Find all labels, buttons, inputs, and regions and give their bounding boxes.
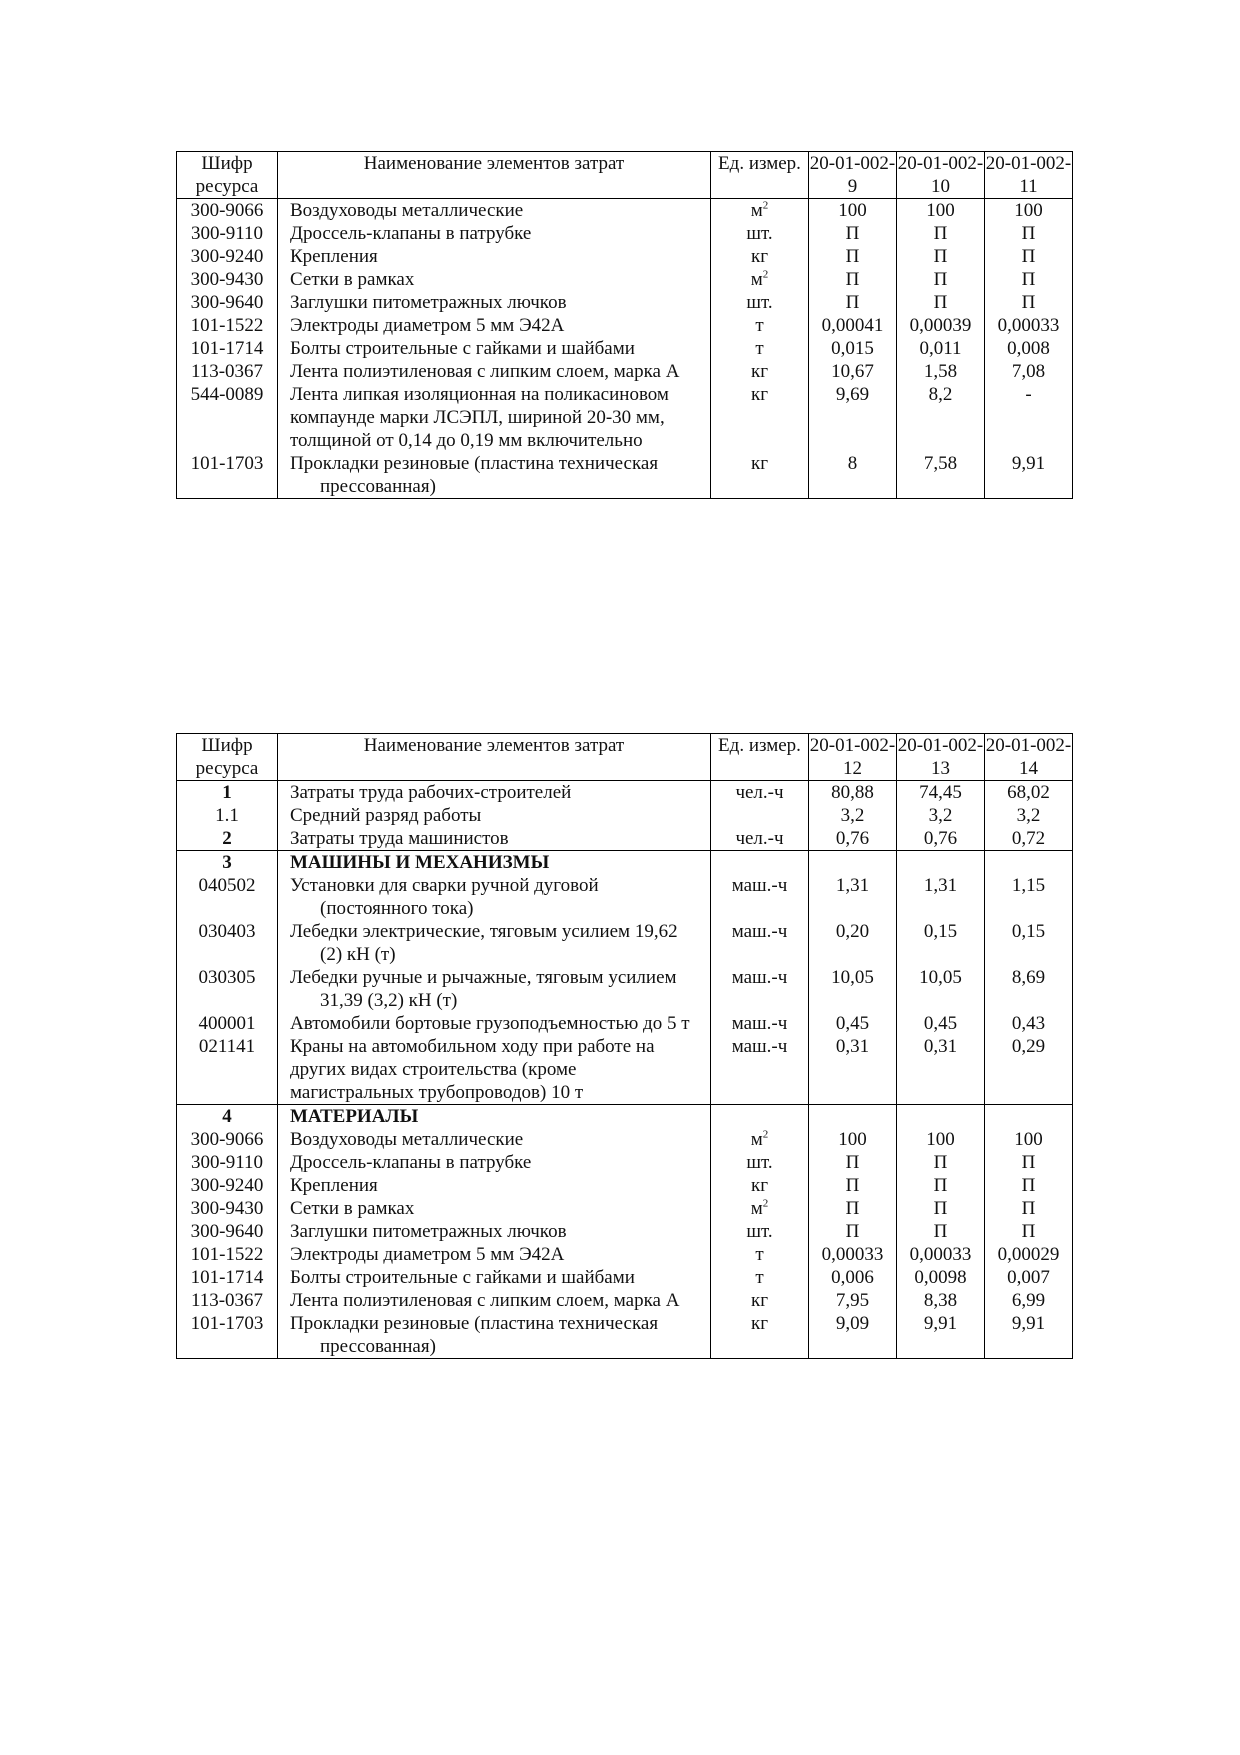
norm-value: 8,2 bbox=[897, 383, 985, 452]
norm-value: 1,31 bbox=[809, 874, 897, 920]
table-body bbox=[177, 781, 1073, 1359]
table-row bbox=[177, 1012, 1073, 1035]
norm-value: П bbox=[985, 268, 1073, 291]
unit-text: кг bbox=[750, 1175, 769, 1196]
cost-element-name: Крепления bbox=[278, 1174, 711, 1197]
resource-code: 544-0089 bbox=[177, 383, 278, 452]
unit-superscript: 2 bbox=[762, 1128, 769, 1141]
resource-code: 2 bbox=[177, 827, 278, 851]
norm-value: П bbox=[809, 1151, 897, 1174]
unit-of-measure bbox=[711, 1035, 809, 1105]
unit-of-measure bbox=[711, 1266, 809, 1289]
norm-value: 0,76 bbox=[809, 827, 897, 851]
unit-text: маш.-ч bbox=[731, 1013, 788, 1034]
norm-value: 0,45 bbox=[809, 1012, 897, 1035]
norm-value: 0,00033 bbox=[809, 1243, 897, 1266]
header-col: 20-01-002-12 bbox=[809, 735, 896, 779]
table-row bbox=[177, 383, 1073, 452]
cost-element-name: Сетки в рамках bbox=[278, 1197, 711, 1220]
norm-value: 0,72 bbox=[985, 827, 1073, 851]
norm-value: П bbox=[897, 1174, 985, 1197]
resource-code: 101-1522 bbox=[177, 314, 278, 337]
norm-value bbox=[985, 1105, 1073, 1129]
table-row bbox=[177, 966, 1073, 1012]
resource-code: 300-9066 bbox=[177, 199, 278, 223]
header-unit: Ед. измер. bbox=[711, 734, 809, 781]
table-row bbox=[177, 1289, 1073, 1312]
norm-value: П bbox=[897, 1197, 985, 1220]
unit-text: м bbox=[750, 1198, 763, 1219]
norm-value: 0,007 bbox=[985, 1266, 1073, 1289]
norm-value: П bbox=[809, 1174, 897, 1197]
norm-value: 6,99 bbox=[985, 1289, 1073, 1312]
norm-value: 0,011 bbox=[897, 337, 985, 360]
norm-value: 10,05 bbox=[809, 966, 897, 1012]
norm-value: 0,15 bbox=[897, 920, 985, 966]
norm-value: П bbox=[809, 1197, 897, 1220]
norm-value: 0,20 bbox=[809, 920, 897, 966]
table-row bbox=[177, 1197, 1073, 1220]
resource-code: 101-1703 bbox=[177, 452, 278, 499]
norm-value: 0,31 bbox=[809, 1035, 897, 1105]
table-row bbox=[177, 1128, 1073, 1151]
unit-text: чел.-ч bbox=[735, 828, 784, 849]
norm-value: 100 bbox=[809, 199, 897, 223]
unit-text: кг bbox=[750, 1313, 769, 1334]
norm-value: 0,00029 bbox=[985, 1243, 1073, 1266]
unit-of-measure bbox=[711, 314, 809, 337]
resource-code: 300-9110 bbox=[177, 1151, 278, 1174]
norm-value: П bbox=[985, 291, 1073, 314]
unit-of-measure bbox=[711, 268, 809, 291]
header-col: 20-01-002-13 bbox=[897, 735, 984, 779]
norm-value: П bbox=[897, 1151, 985, 1174]
table-row bbox=[177, 1174, 1073, 1197]
resource-table-2 bbox=[176, 733, 1073, 1359]
unit-of-measure bbox=[711, 874, 809, 920]
norm-value: П bbox=[897, 245, 985, 268]
norm-value: 0,00041 bbox=[809, 314, 897, 337]
unit-of-measure bbox=[711, 1220, 809, 1243]
resource-code: 030305 bbox=[177, 966, 278, 1012]
unit-of-measure bbox=[711, 383, 809, 452]
table-header-row bbox=[177, 152, 1073, 199]
norm-value: 9,09 bbox=[809, 1312, 897, 1359]
unit-of-measure bbox=[711, 827, 809, 851]
unit-of-measure bbox=[711, 222, 809, 245]
unit-of-measure bbox=[711, 1197, 809, 1220]
norm-value bbox=[809, 851, 897, 875]
cost-element-name: Заглушки питометражных лючков bbox=[278, 291, 711, 314]
resource-code: 101-1703 bbox=[177, 1312, 278, 1359]
unit-of-measure bbox=[711, 804, 809, 827]
cost-element-name: Болты строительные с гайками и шайбами bbox=[278, 337, 711, 360]
table-row bbox=[177, 1312, 1073, 1359]
section-row bbox=[177, 851, 1073, 875]
cost-element-name: Прокладки резиновые (пластина техническая прессованная) bbox=[278, 1312, 711, 1359]
cost-element-name: Сетки в рамках bbox=[278, 268, 711, 291]
table-row bbox=[177, 452, 1073, 499]
norm-value: 7,58 bbox=[897, 452, 985, 499]
unit-of-measure bbox=[711, 1289, 809, 1312]
norm-value: 100 bbox=[809, 1128, 897, 1151]
unit-of-measure bbox=[711, 199, 809, 223]
section-row bbox=[177, 1105, 1073, 1129]
unit-text: шт. bbox=[746, 1152, 773, 1173]
cost-element-name: Болты строительные с гайками и шайбами bbox=[278, 1266, 711, 1289]
norm-value: 80,88 bbox=[809, 781, 897, 805]
norm-value: 74,45 bbox=[897, 781, 985, 805]
norm-value: 100 bbox=[985, 1128, 1073, 1151]
norm-value: 1,31 bbox=[897, 874, 985, 920]
resource-code: 030403 bbox=[177, 920, 278, 966]
table-row bbox=[177, 781, 1073, 805]
header-col: 20-01-002-11 bbox=[985, 153, 1072, 197]
table-row bbox=[177, 222, 1073, 245]
unit-text: т bbox=[755, 315, 764, 336]
norm-value bbox=[897, 1105, 985, 1129]
table-row bbox=[177, 1266, 1073, 1289]
norm-value: 3,2 bbox=[897, 804, 985, 827]
cost-element-name: Автомобили бортовые грузоподъемностью до 5 т bbox=[278, 1012, 711, 1035]
norm-value: П bbox=[985, 1220, 1073, 1243]
cost-element-name: Дроссель-клапаны в патрубке bbox=[278, 1151, 711, 1174]
cost-element-name: Лента липкая изоляционная на поликасиновом компаунде марки ЛСЭПЛ, шириной 20-30 мм, толщиной от 0,14 до 0,19 мм включительно bbox=[278, 383, 711, 452]
resource-code: 300-9430 bbox=[177, 1197, 278, 1220]
resource-code: 300-9640 bbox=[177, 291, 278, 314]
table-row bbox=[177, 1151, 1073, 1174]
unit-text: чел.-ч bbox=[735, 782, 784, 803]
cost-element-name: Прокладки резиновые (пластина техническая прессованная) bbox=[278, 452, 711, 499]
norm-value: 10,67 bbox=[809, 360, 897, 383]
norm-value: П bbox=[809, 1220, 897, 1243]
norm-value: 1,58 bbox=[897, 360, 985, 383]
unit-text: т bbox=[755, 1267, 764, 1288]
unit-text: маш.-ч bbox=[731, 1036, 788, 1057]
cost-element-name: Установки для сварки ручной дуговой (постоянного тока) bbox=[278, 874, 711, 920]
unit-superscript: 2 bbox=[762, 268, 769, 281]
norm-value: 100 bbox=[897, 199, 985, 223]
norm-value: 0,29 bbox=[985, 1035, 1073, 1105]
table-body bbox=[177, 199, 1073, 499]
resource-code: 021141 bbox=[177, 1035, 278, 1105]
resource-code: 040502 bbox=[177, 874, 278, 920]
unit-text: шт. bbox=[746, 1221, 773, 1242]
unit-text: м bbox=[750, 1129, 763, 1150]
unit-of-measure bbox=[711, 1174, 809, 1197]
norm-value: П bbox=[809, 245, 897, 268]
resource-code: 300-9066 bbox=[177, 1128, 278, 1151]
norm-value: 10,05 bbox=[897, 966, 985, 1012]
norm-value: 0,015 bbox=[809, 337, 897, 360]
norm-value: 0,00033 bbox=[985, 314, 1073, 337]
norm-value: П bbox=[985, 222, 1073, 245]
norm-value: П bbox=[809, 268, 897, 291]
unit-of-measure bbox=[711, 245, 809, 268]
norm-value: 9,91 bbox=[985, 1312, 1073, 1359]
norm-value: П bbox=[985, 1197, 1073, 1220]
norm-value bbox=[809, 1105, 897, 1129]
unit-of-measure bbox=[711, 337, 809, 360]
norm-value: 8,38 bbox=[897, 1289, 985, 1312]
unit-text: кг bbox=[750, 361, 769, 382]
resource-code: 400001 bbox=[177, 1012, 278, 1035]
unit-of-measure bbox=[711, 1151, 809, 1174]
norm-value: 0,31 bbox=[897, 1035, 985, 1105]
resource-code: 1.1 bbox=[177, 804, 278, 827]
norm-value: 0,00033 bbox=[897, 1243, 985, 1266]
unit-text: т bbox=[755, 338, 764, 359]
table-row bbox=[177, 1220, 1073, 1243]
unit-of-measure bbox=[711, 1128, 809, 1151]
table-row bbox=[177, 827, 1073, 851]
unit-of-measure bbox=[711, 966, 809, 1012]
table-row bbox=[177, 268, 1073, 291]
unit-text: маш.-ч bbox=[731, 967, 788, 988]
table-row bbox=[177, 314, 1073, 337]
unit-text: кг bbox=[750, 453, 769, 474]
resource-code: 300-9430 bbox=[177, 268, 278, 291]
norm-value bbox=[985, 851, 1073, 875]
table-row bbox=[177, 199, 1073, 223]
unit-of-measure bbox=[711, 1012, 809, 1035]
norm-value: 0,006 bbox=[809, 1266, 897, 1289]
cost-element-name: Краны на автомобильном ходу при работе на других видах строительства (кроме магистральных трубопроводов) 10 т bbox=[278, 1035, 711, 1105]
header-col: 20-01-002-14 bbox=[985, 735, 1072, 779]
unit-of-measure bbox=[711, 781, 809, 805]
unit-text: т bbox=[755, 1244, 764, 1265]
resource-code: 101-1714 bbox=[177, 337, 278, 360]
norm-value: 100 bbox=[985, 199, 1073, 223]
cost-element-name: Заглушки питометражных лючков bbox=[278, 1220, 711, 1243]
resource-code: 1 bbox=[177, 781, 278, 805]
norm-value: 3,2 bbox=[809, 804, 897, 827]
header-name: Наименование элементов затрат bbox=[278, 734, 711, 781]
norm-value: 3,2 bbox=[985, 804, 1073, 827]
norm-value: 8,69 bbox=[985, 966, 1073, 1012]
cost-element-name: Воздуховоды металлические bbox=[278, 199, 711, 223]
cost-element-name: Крепления bbox=[278, 245, 711, 268]
norm-value: П bbox=[897, 1220, 985, 1243]
table-row bbox=[177, 245, 1073, 268]
header-name: Наименование элементов затрат bbox=[278, 152, 711, 199]
cost-element-name: Лебедки электрические, тяговым усилием 19,62 (2) кН (т) bbox=[278, 920, 711, 966]
norm-value: П bbox=[897, 268, 985, 291]
unit-of-measure bbox=[711, 1312, 809, 1359]
norm-value: 0,76 bbox=[897, 827, 985, 851]
norm-value: П bbox=[809, 222, 897, 245]
norm-value: 100 bbox=[897, 1128, 985, 1151]
unit-of-measure bbox=[711, 920, 809, 966]
unit-of-measure bbox=[711, 1105, 809, 1129]
table-row bbox=[177, 1243, 1073, 1266]
unit-text: м bbox=[750, 200, 763, 221]
cost-element-name: Лента полиэтиленовая с липким слоем, марка А bbox=[278, 360, 711, 383]
header-code: Шифр ресурса bbox=[177, 152, 278, 199]
unit-text: кг bbox=[750, 246, 769, 267]
table-header-row bbox=[177, 734, 1073, 781]
table-row bbox=[177, 1035, 1073, 1105]
unit-text: маш.-ч bbox=[731, 875, 788, 896]
norm-value: П bbox=[985, 245, 1073, 268]
cost-element-name: Средний разряд работы bbox=[278, 804, 711, 827]
norm-value: 9,91 bbox=[897, 1312, 985, 1359]
cost-element-name: Воздуховоды металлические bbox=[278, 1128, 711, 1151]
cost-element-name: Лента полиэтиленовая с липким слоем, марка А bbox=[278, 1289, 711, 1312]
unit-text: кг bbox=[750, 384, 769, 405]
cost-element-name: Электроды диаметром 5 мм Э42А bbox=[278, 1243, 711, 1266]
unit-superscript: 2 bbox=[762, 199, 769, 212]
table-row bbox=[177, 360, 1073, 383]
unit-of-measure bbox=[711, 851, 809, 875]
norm-value: 0,43 bbox=[985, 1012, 1073, 1035]
table-row bbox=[177, 291, 1073, 314]
resource-code: 300-9110 bbox=[177, 222, 278, 245]
norm-value: 7,08 bbox=[985, 360, 1073, 383]
norm-value: 0,008 bbox=[985, 337, 1073, 360]
resource-code: 3 bbox=[177, 851, 278, 875]
resource-code: 101-1522 bbox=[177, 1243, 278, 1266]
cost-element-name: Лебедки ручные и рычажные, тяговым усилием 31,39 (3,2) кН (т) bbox=[278, 966, 711, 1012]
header-unit: Ед. измер. bbox=[711, 152, 809, 199]
cost-element-name: Дроссель-клапаны в патрубке bbox=[278, 222, 711, 245]
norm-value: 0,00039 bbox=[897, 314, 985, 337]
norm-value: 68,02 bbox=[985, 781, 1073, 805]
norm-value bbox=[897, 851, 985, 875]
unit-text: маш.-ч bbox=[731, 921, 788, 942]
norm-value: П bbox=[897, 291, 985, 314]
table-row bbox=[177, 337, 1073, 360]
norm-value: 1,15 bbox=[985, 874, 1073, 920]
unit-text: шт. bbox=[746, 292, 773, 313]
unit-superscript: 2 bbox=[762, 1197, 769, 1210]
unit-text: кг bbox=[750, 1290, 769, 1311]
resource-code: 113-0367 bbox=[177, 1289, 278, 1312]
unit-of-measure bbox=[711, 452, 809, 499]
unit-of-measure bbox=[711, 1243, 809, 1266]
norm-value: П bbox=[897, 222, 985, 245]
cost-element-name: МАШИНЫ И МЕХАНИЗМЫ bbox=[278, 851, 711, 875]
norm-value: - bbox=[985, 383, 1073, 452]
cost-element-name: Электроды диаметром 5 мм Э42А bbox=[278, 314, 711, 337]
norm-value: 0,15 bbox=[985, 920, 1073, 966]
norm-value: 0,0098 bbox=[897, 1266, 985, 1289]
table-row bbox=[177, 920, 1073, 966]
resource-code: 300-9240 bbox=[177, 1174, 278, 1197]
unit-text: м bbox=[750, 269, 763, 290]
resource-code: 113-0367 bbox=[177, 360, 278, 383]
norm-value: 8 bbox=[809, 452, 897, 499]
norm-value: 7,95 bbox=[809, 1289, 897, 1312]
unit-text: шт. bbox=[746, 223, 773, 244]
table-row bbox=[177, 804, 1073, 827]
header-col: 20-01-002-10 bbox=[897, 153, 984, 197]
cost-element-name: Затраты труда рабочих-строителей bbox=[278, 781, 711, 805]
norm-value: П bbox=[985, 1151, 1073, 1174]
norm-value: 9,91 bbox=[985, 452, 1073, 499]
unit-of-measure bbox=[711, 291, 809, 314]
norm-value: П bbox=[985, 1174, 1073, 1197]
resource-code: 4 bbox=[177, 1105, 278, 1129]
cost-element-name: МАТЕРИАЛЫ bbox=[278, 1105, 711, 1129]
norm-value: П bbox=[809, 291, 897, 314]
norm-value: 0,45 bbox=[897, 1012, 985, 1035]
resource-code: 101-1714 bbox=[177, 1266, 278, 1289]
unit-of-measure bbox=[711, 360, 809, 383]
resource-table-1 bbox=[176, 151, 1073, 499]
norm-value: 9,69 bbox=[809, 383, 897, 452]
header-code: Шифр ресурса bbox=[177, 734, 278, 781]
cost-element-name: Затраты труда машинистов bbox=[278, 827, 711, 851]
resource-code: 300-9640 bbox=[177, 1220, 278, 1243]
table-row bbox=[177, 874, 1073, 920]
resource-code: 300-9240 bbox=[177, 245, 278, 268]
header-col: 20-01-002-9 bbox=[809, 153, 896, 197]
